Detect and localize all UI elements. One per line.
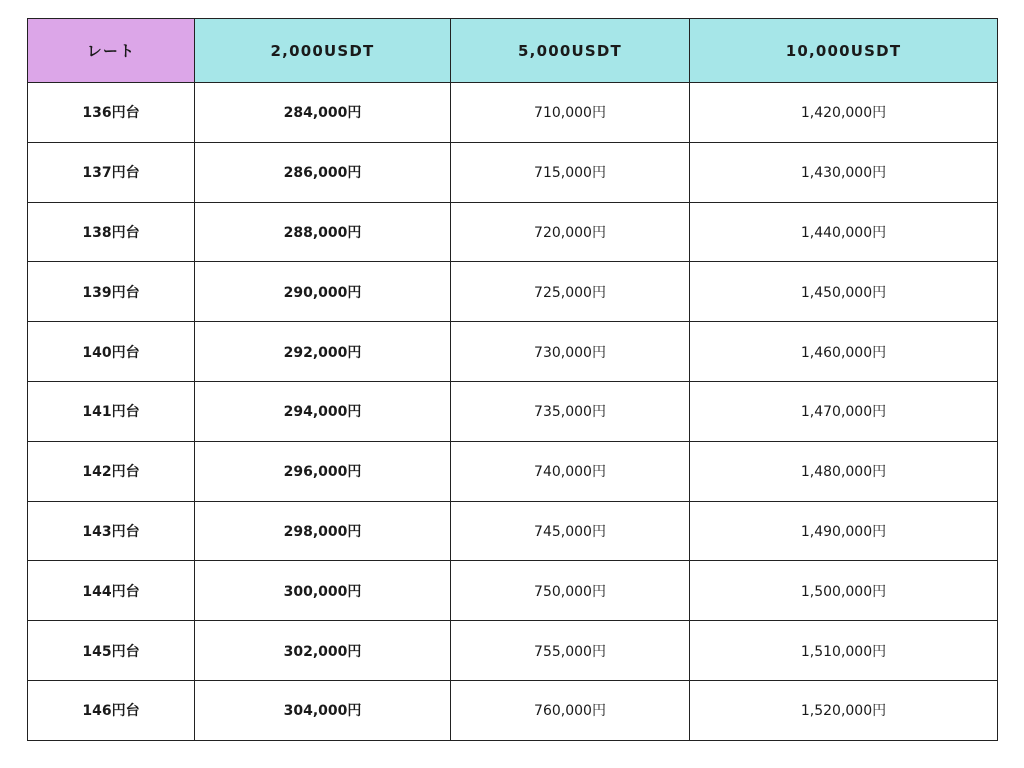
amount-10000-cell: 1,520,000円 bbox=[690, 680, 998, 740]
amount-5000-cell: 760,000円 bbox=[451, 680, 690, 740]
table-row bbox=[28, 441, 998, 501]
table-row bbox=[28, 83, 998, 143]
amount-10000-cell: 1,480,000円 bbox=[690, 441, 998, 501]
amount-5000-cell: 750,000円 bbox=[451, 561, 690, 621]
amount-2000-cell: 288,000円 bbox=[195, 202, 451, 262]
amount-2000-cell: 296,000円 bbox=[195, 441, 451, 501]
table-row bbox=[28, 322, 998, 382]
header-2000-usdt: 2,000USDT bbox=[195, 19, 451, 83]
amount-5000-cell: 725,000円 bbox=[451, 262, 690, 322]
amount-5000-cell: 755,000円 bbox=[451, 621, 690, 681]
header-row bbox=[28, 19, 998, 83]
rate-cell: 140円台 bbox=[28, 322, 195, 382]
amount-5000-cell: 740,000円 bbox=[451, 441, 690, 501]
table-row bbox=[28, 561, 998, 621]
table-row bbox=[28, 621, 998, 681]
amount-10000-cell: 1,440,000円 bbox=[690, 202, 998, 262]
table-row bbox=[28, 381, 998, 441]
rate-cell: 145円台 bbox=[28, 621, 195, 681]
header-5000-usdt: 5,000USDT bbox=[451, 19, 690, 83]
rate-cell: 141円台 bbox=[28, 381, 195, 441]
table-row bbox=[28, 680, 998, 740]
amount-2000-cell: 292,000円 bbox=[195, 322, 451, 382]
amount-2000-cell: 302,000円 bbox=[195, 621, 451, 681]
amount-2000-cell: 286,000円 bbox=[195, 142, 451, 202]
rate-cell: 136円台 bbox=[28, 83, 195, 143]
amount-5000-cell: 735,000円 bbox=[451, 381, 690, 441]
amount-5000-cell: 710,000円 bbox=[451, 83, 690, 143]
rate-cell: 143円台 bbox=[28, 501, 195, 561]
amount-10000-cell: 1,420,000円 bbox=[690, 83, 998, 143]
rate-cell: 146円台 bbox=[28, 680, 195, 740]
amount-5000-cell: 730,000円 bbox=[451, 322, 690, 382]
rate-cell: 144円台 bbox=[28, 561, 195, 621]
rate-cell: 142円台 bbox=[28, 441, 195, 501]
table-row bbox=[28, 501, 998, 561]
amount-2000-cell: 304,000円 bbox=[195, 680, 451, 740]
header-10000-usdt: 10,000USDT bbox=[690, 19, 998, 83]
amount-10000-cell: 1,450,000円 bbox=[690, 262, 998, 322]
amount-10000-cell: 1,490,000円 bbox=[690, 501, 998, 561]
amount-5000-cell: 720,000円 bbox=[451, 202, 690, 262]
amount-2000-cell: 300,000円 bbox=[195, 561, 451, 621]
table-row bbox=[28, 202, 998, 262]
amount-10000-cell: 1,470,000円 bbox=[690, 381, 998, 441]
rate-conversion-table bbox=[27, 18, 998, 741]
amount-10000-cell: 1,460,000円 bbox=[690, 322, 998, 382]
amount-2000-cell: 294,000円 bbox=[195, 381, 451, 441]
table-body bbox=[28, 83, 998, 741]
header-rate: レート bbox=[28, 19, 195, 83]
table-row bbox=[28, 262, 998, 322]
amount-2000-cell: 298,000円 bbox=[195, 501, 451, 561]
table-row bbox=[28, 142, 998, 202]
amount-2000-cell: 284,000円 bbox=[195, 83, 451, 143]
rate-cell: 139円台 bbox=[28, 262, 195, 322]
rate-cell: 137円台 bbox=[28, 142, 195, 202]
table-header bbox=[28, 19, 998, 83]
amount-5000-cell: 745,000円 bbox=[451, 501, 690, 561]
rate-cell: 138円台 bbox=[28, 202, 195, 262]
amount-5000-cell: 715,000円 bbox=[451, 142, 690, 202]
amount-10000-cell: 1,500,000円 bbox=[690, 561, 998, 621]
amount-2000-cell: 290,000円 bbox=[195, 262, 451, 322]
amount-10000-cell: 1,430,000円 bbox=[690, 142, 998, 202]
amount-10000-cell: 1,510,000円 bbox=[690, 621, 998, 681]
